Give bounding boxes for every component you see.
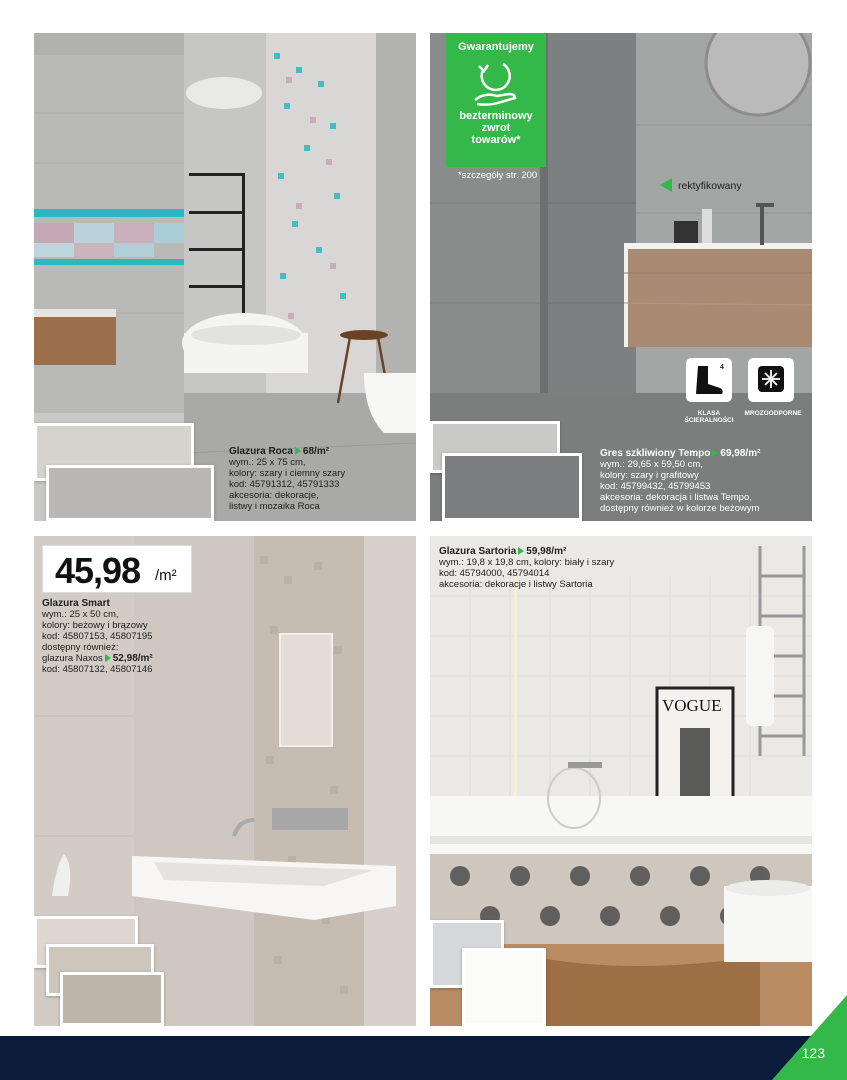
naxos-name: glazura Naxos [42,653,103,664]
green-arrow-icon [518,547,524,555]
green-arrow-icon [712,449,718,457]
roca-line: kolory: szary i ciemny szary [229,468,346,479]
guarantee-title: Gwarantujemy [458,41,534,53]
smart-line: kolory: beżowy i brązowy [42,620,148,631]
smart-name: Glazura Smart [42,598,110,609]
snowflake-icon [748,358,794,402]
frost-caption: MROZOODPORNE [744,410,802,417]
frost-badge [748,358,794,402]
green-pointer-icon [660,178,672,192]
smart-line: wym.: 25 x 50 cm, [42,609,119,620]
page-footer [0,1036,847,1080]
tempo-line: dostępny również w kolorze beżowym [600,503,760,514]
roca-name: Glazura Roca [229,446,293,457]
naxos-price: 52,98/m² [112,653,153,664]
sartoria-line: akcesoria: dekoracje i listwy Sartoria [439,579,593,590]
abrasion-badge [686,358,732,402]
smart-price-unit: /m² [155,567,177,584]
sartoria-price: 59,98/m² [526,546,567,557]
roca-line: akcesoria: dekoracje, [229,490,319,501]
guarantee-badge [446,33,546,167]
sartoria-bathroom-photo [430,536,812,1026]
roca-line: kod: 45791312, 45791333 [229,479,340,490]
guarantee-footnote: *szczegóły str. 200 [458,170,538,181]
smart-line: dostępny również: [42,642,119,653]
tempo-dark-tile-swatch [442,453,582,521]
guarantee-line: towarów* [471,134,521,146]
tempo-description [600,448,810,514]
roca-line: listwy i mozaika Roca [229,501,320,512]
tempo-line: wym.: 29,65 x 59,50 cm, [600,459,703,470]
boot-icon [686,358,732,402]
page-number: 123 [801,1045,825,1061]
roca-description [229,446,415,512]
rektyfikowany-label: rektyfikowany [678,180,742,192]
sartoria-name: Glazura Sartoria [439,546,517,557]
guarantee-line: zwrot [481,122,511,134]
tempo-price: 69,98/m² [720,448,761,459]
naxos-code: kod: 45807132, 45807146 [42,664,153,675]
tempo-line: akcesoria: dekoracja i listwa Tempo, [600,492,752,503]
roca-dark-tile-swatch [46,465,214,521]
tempo-line: kod: 45799432, 45799453 [600,481,711,492]
sartoria-line: wym.: 19,8 x 19,8 cm, kolory: biały i szary [439,557,615,568]
roca-price: 68/m² [302,446,330,457]
green-arrow-icon [105,654,111,662]
smart-mosaic-tile-swatch [60,972,164,1026]
poster-title: VOGUE [662,696,722,715]
tempo-name: Gres szkliwiony Tempo [600,448,711,459]
sartoria-description [439,546,669,590]
smart-line: kod: 45807153, 45807195 [42,631,153,642]
smart-price-big: 45,98 [55,550,141,591]
roca-line: wym.: 25 x 75 cm, [229,457,306,468]
sartoria-white-tile-swatch [462,948,546,1026]
abrasion-value: 4 [720,364,724,371]
guarantee-line: bezterminowy [459,110,533,122]
green-arrow-icon [295,447,301,455]
smart-description [42,598,222,675]
sartoria-line: kod: 45794000, 45794014 [439,568,550,579]
green-corner-decoration [772,995,847,1080]
tempo-line: kolory: szary i grafitowy [600,470,699,481]
return-hand-icon [471,56,521,108]
abrasion-caption: KLASA ŚCIERALNOŚCI [684,410,734,424]
smart-price-box [42,545,192,593]
